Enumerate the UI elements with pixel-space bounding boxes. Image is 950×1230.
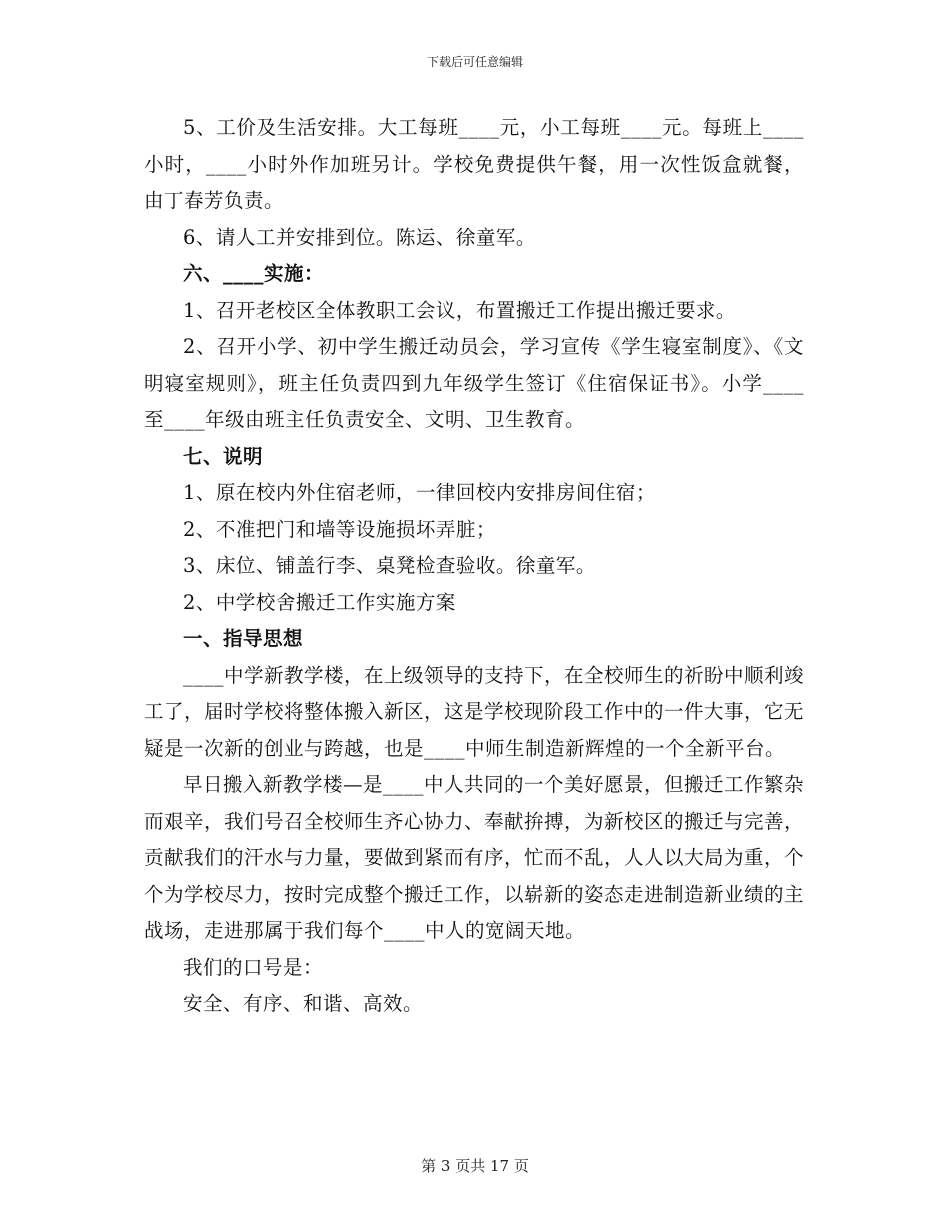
section-heading-notes: 七、说明 [183, 444, 264, 468]
page-number: 第 3 页共 17 页 [421, 1157, 529, 1175]
section-heading-implementation: 六、____实施： [183, 262, 325, 285]
paragraph-ideology-1: ____中学新教学楼，在上级领导的支持下，在全校师生的祈盼中顺利竣工了，届时学校将整体搬入新区，这是学校现阶段工作中的一件大事，它无疑是一次新的创业与跨越，也是____中师生制造新辉煌的一个全新平台。 [144, 663, 805, 760]
document-subtitle: 2、中学校舍搬迁工作实施方案 [183, 590, 456, 614]
paragraph-note-1: 1、原在校内外住宿老师，一律回校内安排房间住宿； [183, 481, 656, 504]
paragraph-wage-arrangement: 5、工价及生活安排。大工每班____元，小工每班____元。每班上____小时，____小时外作加班另计。学校免费提供午餐，用一次性饭盒就餐，由丁春芳负责。 [144, 116, 804, 212]
paragraph-ideology-2: 早日搬入新教学楼—是____中人共同的一个美好愿景，但搬迁工作繁杂而艰辛，我们号召全校师生齐心协力、奉献拚搏，为新校区的搬迁与完善，贡献我们的汗水与力量，要做到紧而有序，忙而不乱，人人以大局为重，个个为学校尽力，按时完成整个搬迁工作，以崭新的姿态走进制造新业绩的主战场，走进那属于我们每个____中人的宽阔天地。 [144, 773, 805, 942]
paragraph-note-2: 2、不准把门和墙等设施损坏弄脏； [183, 517, 496, 541]
document-body [144, 110, 804, 1023]
paragraph-staff-meeting: 1、召开老校区全体教职工会议，布置搬迁工作提出搬迁要求。 [183, 298, 736, 322]
paragraph-slogan: 安全、有序、和谐、高效。 [183, 992, 424, 1015]
section-heading-guiding-ideology: 一、指导思想 [183, 627, 304, 650]
paragraph-hire-workers: 6、请人工并安排到位。陈运、徐童军。 [183, 225, 536, 249]
paragraph-slogan-intro: 我们的口号是： [183, 955, 324, 979]
paragraph-student-meeting: 2、召开小学、初中学生搬迁动员会，学习宣传《学生寝室制度》、《文明寝室规则》，班主任负责四到九年级学生签订《住宿保证书》。小学____至____年级由班主任负责安全、文明、卫生教育。 [144, 335, 804, 431]
page-header-note: 下载后可任意编辑 [426, 55, 523, 69]
paragraph-note-3: 3、床位、铺盖行李、桌凳检查验收。徐童军。 [183, 554, 596, 577]
